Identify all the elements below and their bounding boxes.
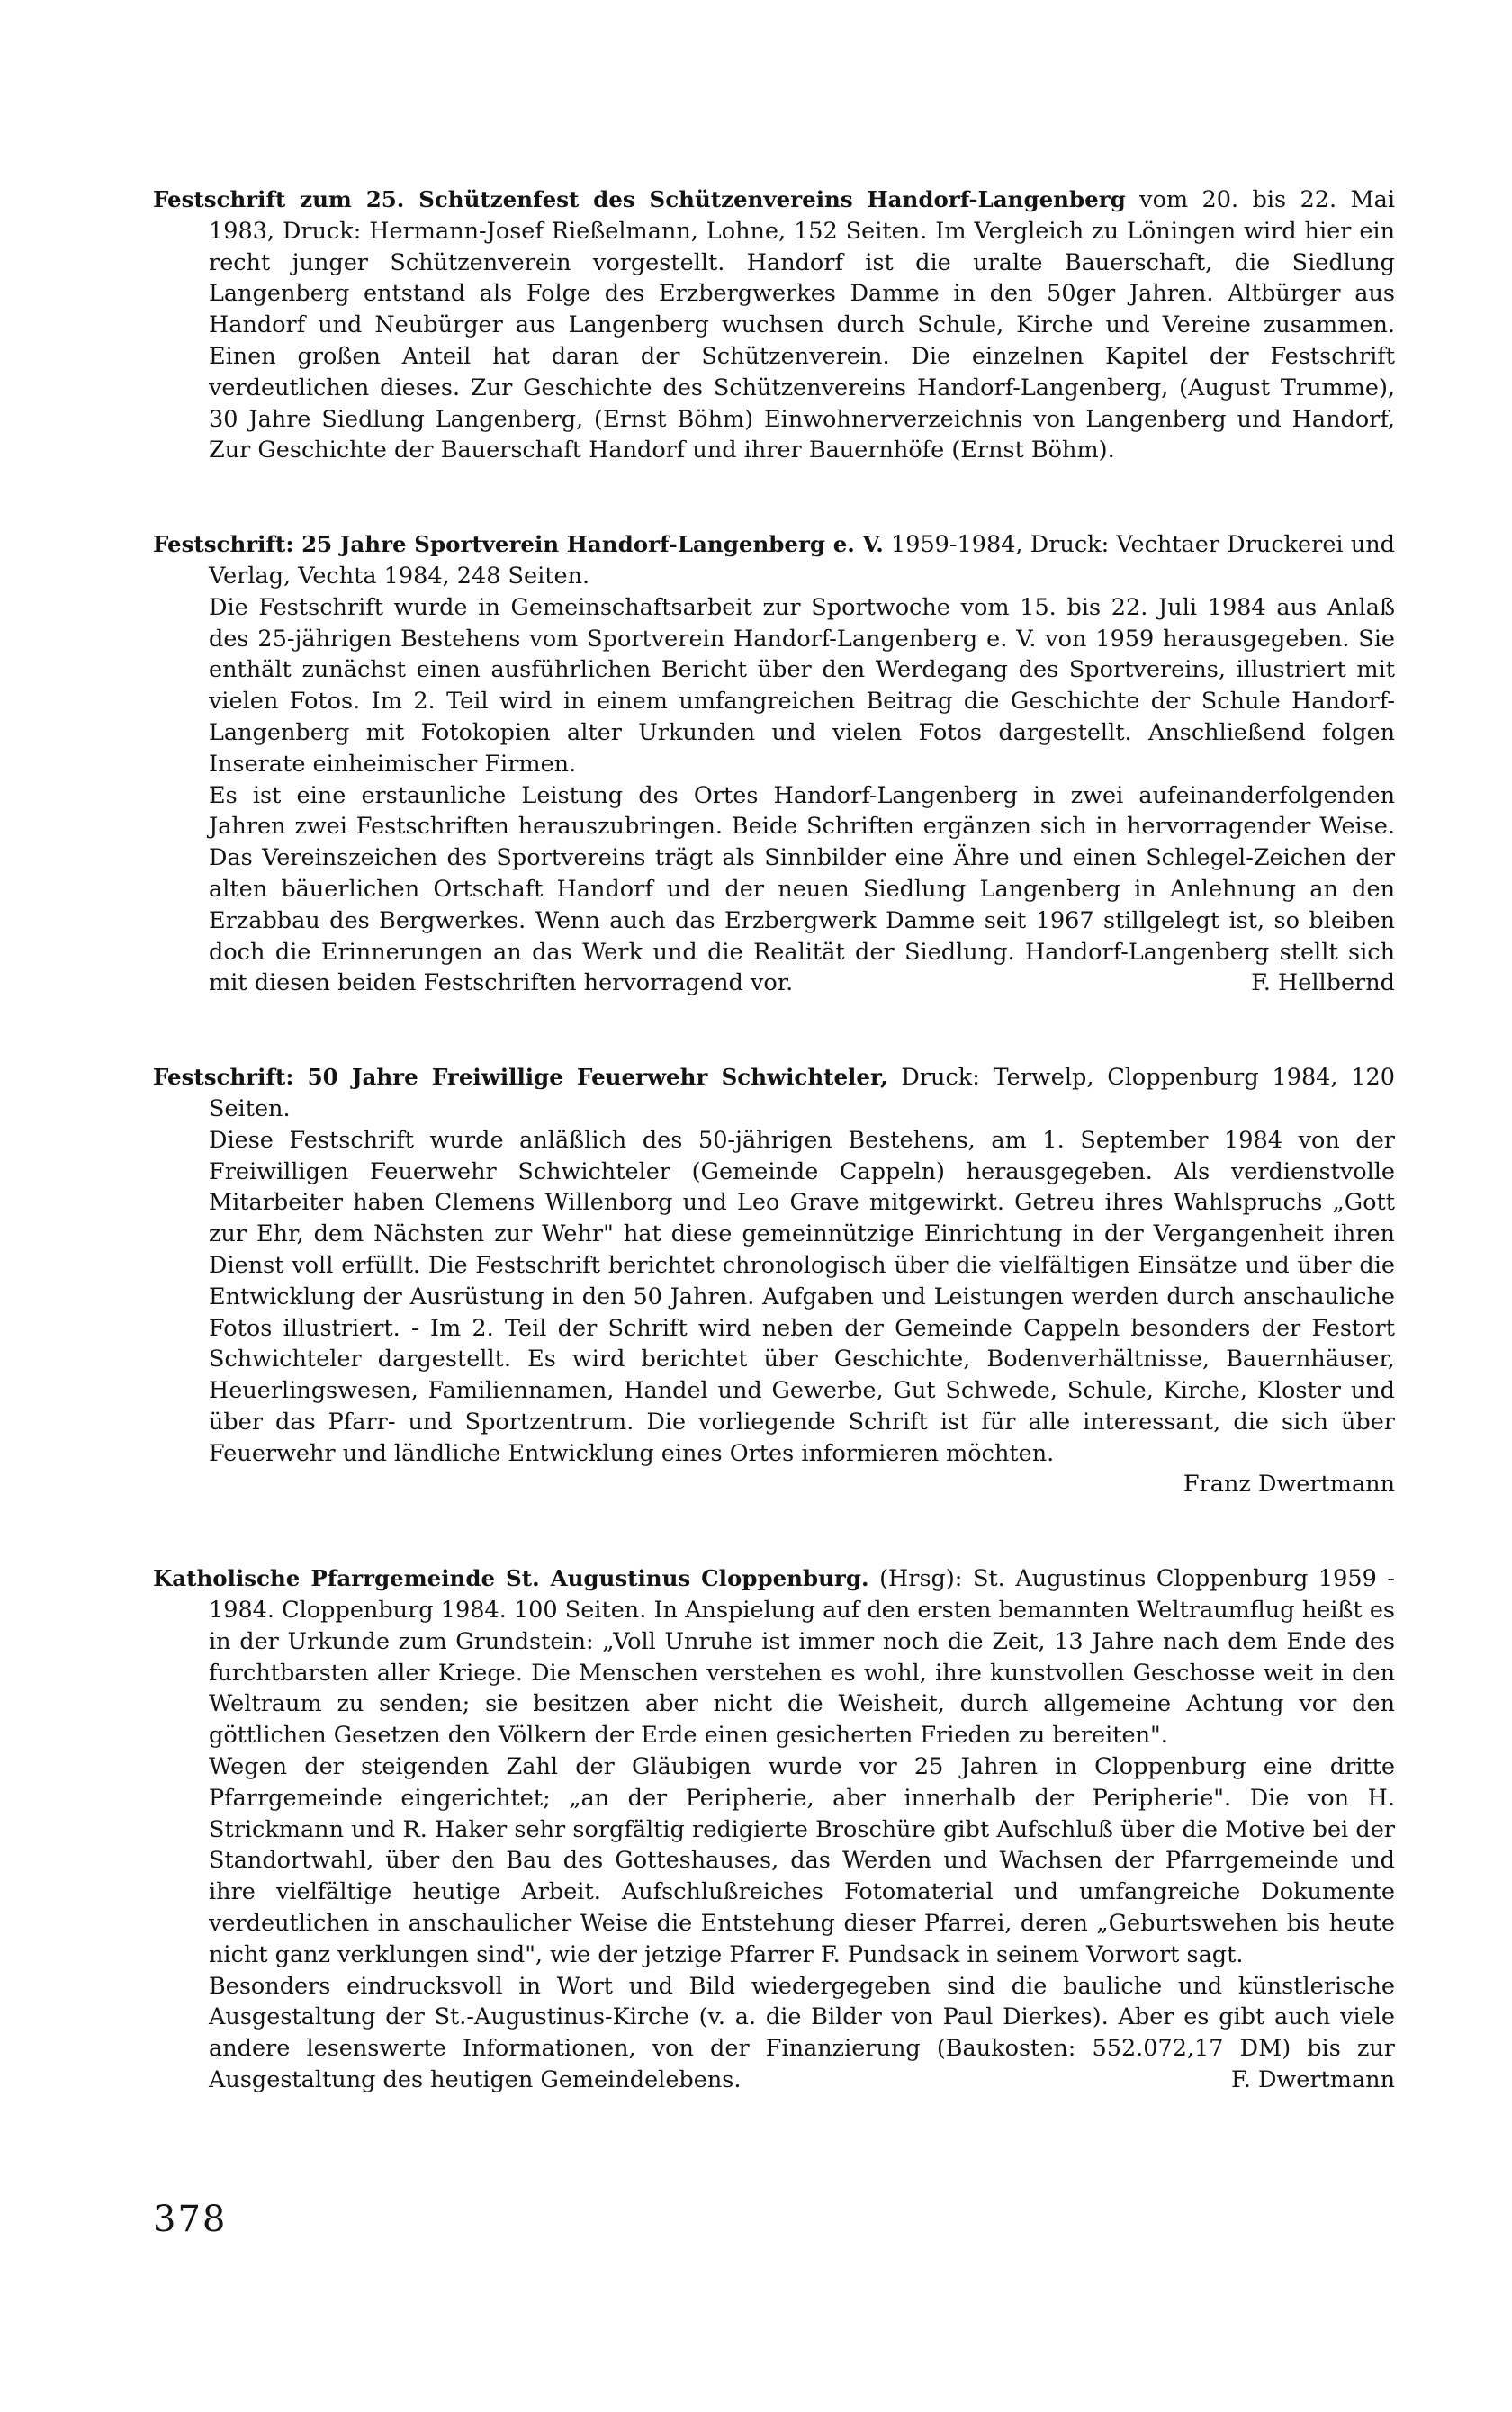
entry-paragraph: [209, 780, 1395, 1000]
entry-heading: Festschrift zum 25. Schützenfest des Schützenvereins Handorf-Langenberg: [153, 186, 1126, 212]
bibliography-entry: [153, 529, 1395, 999]
entry-paragraph: [209, 1971, 1395, 2096]
bibliography-entry: [153, 1563, 1395, 2096]
entry-text: vom 20. bis 22. Mai 1983, Druck: Hermann-Josef Rießelmann, Lohne, 152 Seiten. Im Vergleich zu Löningen wird hier ein recht junger Schützenverein vorgestellt. Handorf ist die uralte Bauerschaft, die Siedlung Langenberg entstand als Folge des Erzbergwerkes Damme in den 50ger Jahren. Altbürger aus Handorf und Neubürger aus Langenberg wuchsen durch Schule, Kirche und Vereine zusammen. Einen großen Anteil hat daran der Schützenverein. Die einzelnen Kapitel der Festschrift verdeutlichen dieses. Zur Geschichte des Schützenvereins Handorf-Langenberg, (August Trumme), 30 Jahre Siedlung Langenberg, (Ernst Böhm) Einwohnerverzeichnis von Langenberg und Handorf, Zur Geschichte der Bauerschaft Handorf und ihrer Bauernhöfe (Ernst Böhm).: [209, 186, 1396, 464]
entry-paragraph: Wegen der steigenden Zahl der Gläubigen wurde vor 25 Jahren in Cloppenburg eine dritte Pfarrgemeinde eingerichtet; „an der Peripherie, aber innerhalb der Peripherie". Die von H. Strickmann und R. Haker sehr sorgfältig redigierte Broschüre gibt Aufschluß über die Motive bei der Standortwahl, über den Bau des Gotteshauses, das Werden und Wachsen der Pfarrgemeinde und ihre vielfältige heutige Arbeit. Aufschlußreiches Fotomaterial und umfangreiche Dokumente verdeutlichen in anschaulicher Weise die Entstehung dieser Pfarrei, deren „Geburtswehen bis heute nicht ganz verklungen sind", wie der jetzige Pfarrer F. Pundsack in seinem Vorwort sagt.: [209, 1753, 1395, 1968]
document-page: [153, 184, 1395, 2096]
entry-heading: Festschrift: 50 Jahre Freiwillige Feuerwehr Schwichteler,: [153, 1064, 888, 1091]
entry-text: (Hrsg): St. Augustinus Cloppenburg 1959 - 1984. Cloppenburg 1984. 100 Seiten. In Anspielung auf den ersten bemannten Weltraumflug heißt es in der Urkunde zum Grundstein: „Voll Unruhe ist immer noch die Zeit, 13 Jahre nach dem Ende des furchtbarsten aller Kriege. Die Menschen verstehen es wohl, ihre kunstvollen Geschosse weit in den Weltraum zu senden; sie besitzen aber nicht die Weisheit, durch allgemeine Achtung vor den göttlichen Gesetzen den Völkern der Erde einen gesicherten Frieden zu bereiten".: [209, 1565, 1395, 1750]
review-signature: F. Dwertmann: [1231, 2066, 1395, 2094]
review-signature: F. Hellbernd: [1251, 969, 1395, 997]
entry-text: 1959-1984, Druck: Vechtaer Druckerei und Verlag, Vechta 1984, 248 Seiten.: [209, 531, 1395, 590]
review-signature: Franz Dwertmann: [1183, 1471, 1395, 1498]
entry-text: Druck: Terwelp, Cloppenburg 1984, 120 Seiten.: [209, 1064, 1395, 1122]
entry-paragraph: Die Festschrift wurde in Gemeinschaftsarbeit zur Sportwoche vom 15. bis 22. Juli 1984 aus Anlaß des 25-jährigen Bestehens vom Sportverein Handorf-Langenberg e. V. von 1959 herausgegeben. Sie enthält zunächst einen ausführlichen Bericht über den Werdegang des Sportvereins, illustriert mit vielen Fotos. Im 2. Teil wird in einem umfangreichen Beitrag die Geschichte der Schule Handorf-Langenberg mit Fotokopien alter Urkunden und vielen Fotos dargestellt. Anschließend folgen Inserate einheimischer Firmen.: [209, 593, 1395, 778]
bibliography-entry: [153, 1062, 1395, 1500]
entry-paragraph-text: Besonders eindrucksvoll in Wort und Bild wiedergegeben sind die bauliche und künstlerische Ausgestaltung der St.-Augustinus-Kirche (v. a. die Bilder von Paul Dierkes). Aber es gibt auch viele andere lesenswerte Informationen, von der Finanzierung (Baukosten: 552.072,17 DM) bis zur Ausgestaltung des heutigen Gemeindelebens.: [209, 1972, 1395, 2094]
entry-heading: Festschrift: 25 Jahre Sportverein Handorf-Langenberg e. V.: [153, 531, 884, 558]
entry-paragraph: Diese Festschrift wurde anläßlich des 50-jährigen Bestehens, am 1. September 1984 von der Freiwilligen Feuerwehr Schwichteler (Gemeinde Cappeln) herausgegeben. Als verdienstvolle Mitarbeiter haben Clemens Willenborg und Leo Grave mitgewirkt. Getreu ihres Wahlspruchs „Gott zur Ehr, dem Nächsten zur Wehr" hat diese gemeinnützige Einrichtung in der Vergangenheit ihren Dienst voll erfüllt. Die Festschrift berichtet chronologisch über die vielfältigen Einsätze und über die Entwicklung der Ausrüstung in den 50 Jahren. Aufgaben und Leistungen werden durch anschauliche Fotos illustriert. - Im 2. Teil der Schrift wird neben der Gemeinde Cappeln besonders der Festort Schwichteler dargestellt. Es wird berichtet über Geschichte, Bodenverhältnisse, Bauernhäuser, Heuerlingswesen, Familiennamen, Handel und Gewerbe, Gut Schwede, Schule, Kirche, Kloster und über das Pfarr- und Sportzentrum. Die vorliegende Schrift ist für alle interessant, die sich über Feuerwehr und ländliche Entwicklung eines Ortes informieren möchten.: [209, 1126, 1395, 1467]
entry-heading: Katholische Pfarrgemeinde St. Augustinus Cloppenburg.: [153, 1565, 869, 1592]
entry-paragraph-text: Es ist eine erstaunliche Leistung des Ortes Handorf-Langenberg in zwei aufeinanderfolgenden Jahren zwei Festschriften herauszubringen. Beide Schriften ergänzen sich in hervorragender Weise. Das Vereinszeichen des Sportvereins trägt als Sinnbilder eine Ähre und einen Schlegel-Zeichen der alten bäuerlichen Ortschaft Handorf und der neuen Siedlung Langenberg in Anlehnung an den Erzabbau des Bergwerkes. Wenn auch das Erzbergwerk Damme seit 1967 stillgelegt ist, so bleiben doch die Erinnerungen an das Werk und die Realität der Siedlung. Handorf-Langenberg stellt sich mit diesen beiden Festschriften hervorragend vor.: [209, 781, 1395, 997]
page-number: 378: [153, 2199, 228, 2240]
bibliography-entry: [153, 184, 1395, 466]
